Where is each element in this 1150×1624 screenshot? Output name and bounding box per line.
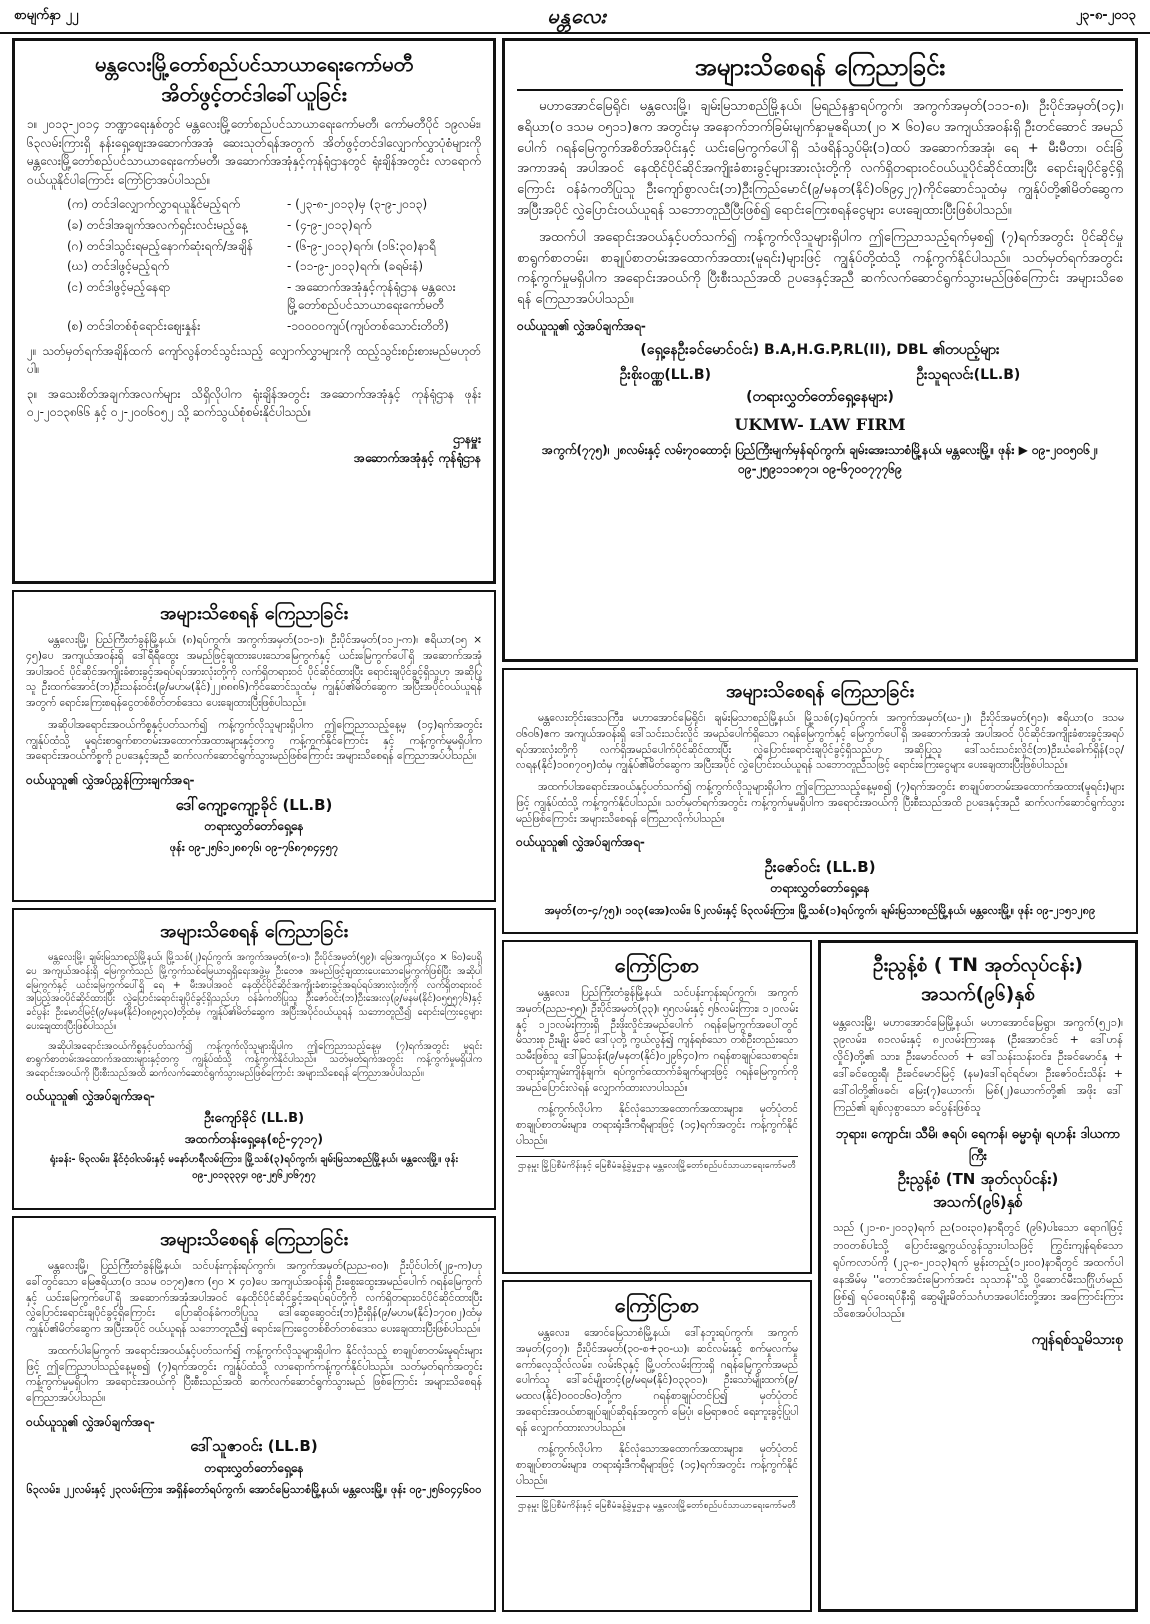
- notice-para-1: မန္တလေးမြို့၊ ပြည်ကြီးတံခွန်မြို့နယ်၊ သင်ပန်းကုန်းရပ်ကွက်၊ အကွက်အမှတ်(ညည-၈၀)၊ ဦးပိုင်ပါတ်(၂၉-က)ဟု ခေါ်တွင်သော မြေဧရိယာ(၀ ဒသမ ၀၁၇၅)ဧက (၅၀ × ၄၀)ပေ အကျယ်အဝန်းရှိ ဦးစွေးထွေးအမည်ပေါက် ဂရန်မြေကွက်နှင့် ယင်းမြေကွက်ပေါ်ရှိ အဆောက်အအုံအပါအဝင် နေထိုင်ပိုင်ဆိုင်ခွင့်အရပ်ရပ်တို့ကို လက်ရှိတရားဝင်ပိုင်ဆိုင်ထားပြီး လွှဲပြောင်းရောင်းချပိုင်ခွင့်ရှိကြောင်း ပြောဆိုဝန်ခံကတိပြုသူ ဒေါ်ဆွေဆွေဝင်း(ဘ)ဦးရှိန်(၉/မဟမ(နိုင်)၁၇၀၈၂)ထံမှ ကျွန်ုပ်၏မိတ်ဆွေက အပြီးအပိုင် ဝယ်ယူရန် သဘောတူညီ၍ ရောင်းကြေးငွေတစ်စိတ်တစ်ဒေသ ပေးချေထားပြီးဖြစ်ပါသည်။: [26, 1260, 482, 1335]
- page-header: [0, 0, 1150, 34]
- tender-sign-1: ဌာနမှူး: [453, 431, 481, 446]
- tender-para-1: ၁။ ၂၀၁၃-၂၀၁၄ ဘဏ္ဍာရေးနှစ်တွင် မန္တလေးမြို့တော်စည်ပင်သာယာရေးကော်မတီ၊ ကော်မတီပိုင် ၁၉လမ်း၊ ၆၃လမ်းကြားရှိ နန်းရှေ့ဈေးအဆောက်အအုံ ဆေးသုတ်ရန်အတွက် အိတ်ဖွင့်တင်ဒါလျှောက်လွှာပုံစံများကို မန္တလေးမြို့တော်စည်ပင်သာယာရေးကော်မတီ၊ အဆောက်အအုံနှင့်ကုန်ရုံဌာနတွင် ရုံးချိန်အတွင်း လာရောက်ဝယ်ယူနိုင်ပါကြောင်း ကြော်ငြာအပ်ပါသည်။: [27, 117, 481, 187]
- obituary-honors: ဘုရား၊ ကျောင်း၊ သီမိ၊ ဇရပ်၊ ရေကန်၊ ဓမ္မာရုံ၊ ရဟန်း ဒါယကာကြီး: [835, 1127, 1121, 1165]
- advert-para-2: ကန့်ကွက်လိုပါက နိုင်လုံသောအထောက်အထားများ၊ မှတ်ပုံတင်စာချုပ်စာတမ်းများ၊ တရားရုံးဒီကရီများဖြင့် (၁၄)ရက်အတွင်း ကန့်ကွက်နိုင်ပါသည်။: [516, 1103, 798, 1147]
- obituary-para-2: သည် (၂၁-၈-၂၀၁၃)ရက် ည(၁၀း၃၀)နာရီတွင် (၉၆)ပါးသော ရောဂါဖြင့် ဘဝတစ်ပါးသို့ ပြောင်းရွှေ့ကွယ်လွန်သွားပါသဖြင့် ကြွင်းကျန်ရစ်သော ရုပ်ကလာပ်ကို (၂၃-၈-၂၀၁၃)ရက် မွန်းတည့်(၁၂း၀၀)နာရီတွင် အထက်ပါ နေအိမ်မှ ''တောင်အင်းမြောက်အင်း သုသာန်''သို့ ပို့ဆောင်မီးသင်္ဂြိုဟ်မည်ဖြစ်၍ ရပ်ဝေးရပ်နီးရှိ ဆွေမျိုးမိတ်သင်္ဂဟအပေါင်းတို့အား အကြောင်းကြားသိစေအပ်ပါသည်။: [833, 1221, 1123, 1320]
- page-number: စာမျက်နှာ ၂၂: [14, 7, 79, 23]
- notice-para-1: မန္တလေးမြို့၊ ပြည်ကြီးတံခွန်မြို့နယ်၊ (၈)ရပ်ကွက်၊ အကွက်အမှတ်(၁၁-၁)၊ ဦးပိုင်အမှတ်(၁၁၂-က)၊ ဧရိယာ(၁၅ × ၄၅)ပေ အကျယ်အဝန်းရှိ ဒေါ်ရီရီထွေး အမည်ဖြင့်ချထားပေးသောမြေကွက်နှင့် ယင်းမြေကွက်ပေါ်ရှိ အဆောက်အအုံ အပါအဝင် ပိုင်ဆိုင်အကျိုးခံစားခွင့်အရပ်ရပ်အားလုံးတို့ကို လက်ရှိတရားဝင် ပိုင်ဆိုင်ထားပြီး ရောင်းချပိုင်ခွင့်ရှိသူဟု အဆိုပြုသူ ဦးထက်အောင်(ဘ)ဦးသန်းဝင်း(၉/မဟမ(နိုင်)၂၂၈၈၈၆)ကိုင်ဆောင်သူထံမှ ကျွန်ုပ်၏မိတ်ဆွေက အပြီးအပိုင်ဝယ်ယူရန်အတွက် ရောင်းကြေးစရန်ငွေတစ်စိတ်တစ်ဒေသ ပေးချေထားပြီးဖြစ်ပါသည်။: [26, 634, 482, 709]
- lawyer-name: ဒေါ်သူဇာဝင်း (LL.B): [190, 1437, 318, 1456]
- law-firm-address: အကွက်(၇၇၅)၊ ၂၈လမ်းနှင့် လမ်း၇၀ထောင့်၊ ပြည်ကြီးမျက်မှန်ရပ်ကွက်၊ ချမ်းအေးသာစံမြို့နယ်၊ မန္တလေးမြို့။ ဖုန်း ▶ ၀၉-၂၀၀၅၀၆၂၊ ၀၉-၂၅၉၁၁၁၈၇၁၊ ၀၉-၆၇၀၀၇၇၇၆၉: [542, 443, 1098, 477]
- notice-title: အများသိစေရန် ကြေညာခြင်း: [725, 681, 915, 702]
- obituary-title-3: ဦးညွန့်စံ (TN အုတ်လုပ်ငန်း): [897, 1170, 1059, 1189]
- tender-para-3: ၃။ အသေးစိတ်အချက်အလက်များ သိရှိလိုပါက ရုံးချိန်အတွင်း အဆောက်အအုံနှင့် ကုန်ရုံဌာန ဖုန်း ၀၂-၂၀၁၃၈၆၆ နှင့် ၀၂-၂၀၀၆၀၅၂ သို့ ဆက်သွယ်စုံစမ်းနိုင်ပါသည်။: [27, 386, 481, 420]
- notice-lawyers-intro: (ရှေ့နေဦးခင်မောင်ဝင်း) B.A,H.G.P,RL(II), DBL ၏တပည့်များ: [640, 341, 1000, 358]
- lawyer-phone: ဖုန်း ၀၉-၂၅၆၁၂၈၈၇၆၊ ၀၉-၇၆၈၇၈၄၄၅၇: [169, 841, 339, 855]
- notice-para-2: အထက်ပါမြေကွက် အရောင်းအဝယ်နှင့်ပတ်သက်၍ ကန့်ကွက်လိုသူများရှိပါက နိုင်လုံသည့် စာချုပ်စာတမ်းမူရင်းများဖြင့် ဤကြေညာပါသည့်နေ့မှစ၍ (၇)ရက်အတွင်း ကျွန်ုပ်ထံသို့ လာရောက်ကန့်ကွက်နိုင်ပါသည်။ သတ်မှတ်ရက်အတွင်း ကန့်ကွက်မှုမရှိပါက အရောင်းအဝယ်ကို ပြီးစီးသည်အထိ ဆက်လက်ဆောင်ရွက်သွားမည် ဖြစ်ကြောင်း အများသိစေရန် ကြေညာအပ်ပါသည်။: [26, 1344, 482, 1404]
- obituary-notice: [818, 940, 1138, 1612]
- advertisement-1: [502, 940, 812, 1274]
- notice-para-1: မန္တလေးတိုင်းဒေသကြီး၊ မဟာအောင်မြေရိုင်၊ ချမ်းမြသာစည်မြို့နယ်၊ မြို့သစ်(၄)ရပ်ကွက်၊ အကွက်အမှတ်(ဃ-၂)၊ ဦးပိုင်အမှတ်(၅၁)၊ ဧရိယာ(၀ ဒသမ ၀၆၀၆)ဧက အကျယ်အဝန်းရှိ ဒေါ်သင်းသင်းလှိုင် အမည်ပေါက်ရှိသော ဂရန်မြေကွက်နှင့် မြေကွက်ပေါ်ရှိ အဆောက်အအုံ အပါအဝင် ပိုင်ဆိုင်အကျိုးခံစားခွင့်အရပ်ရပ်အားလုံးတို့ကို လက်ရှိအမည်ပေါက်ပိုင်ဆိုင်ထားပြီး လွှဲပြောင်းရောင်းချပိုင်ခွင့်ရှိသည်ဟု အဆိုပြုသူ ဒေါ်သင်းသင်းလှိုင်(ဘ)ဦးယံခေါက်ရှိန်(၁၃/လရန(နိုင်)၁၀၈၇၀၅)ထံမှ ကျွန်ုပ်၏မိတ်ဆွေက အပြီးအပိုင် လွှဲပြောင်းဝယ်ယူရန် သဘောတူညီသဖြင့် ရောင်းကြေးငွေများ ပေးချေထားပြီးဖြစ်ပါသည်။: [516, 712, 1124, 772]
- lawyer-name: ဦးစိုးဝဏ္ဏ(LL.B): [619, 367, 712, 384]
- schedule-row: (ခ) တင်ဒါအချက်အလက်ရှင်းလင်းမည့်နေ့ - (၄-၉-၂၀၁၃)ရက်: [67, 217, 372, 232]
- notice-title: အများသိစေရန် ကြေညာခြင်း: [694, 53, 946, 81]
- notice-para-1: မဟာအောင်မြေရိုင်၊ မန္တလေးမြို့၊ ချမ်းမြသာစည်မြို့နယ်၊ မြရည်နန္ဒာရပ်ကွက်၊ အကွက်အမှတ်(၁၁၁-၈)၊ ဦးပိုင်အမှတ်(၁၄)၊ ဧရိယာ(၀ ဒသမ ၀၅၁၁)ဧက အတွင်းမှ အနောက်ဘက်ခြမ်းမျက်နှာမူဧရိယာ(၂၀ × ၆၀)ပေ အကျယ်အဝန်းရှိ ဦးတင်ဆောင် အမည်ပေါက် ဂရန်မြေကွက်အစိတ်အပိုင်းနှင့် ယင်းမြေကွက်ပေါ်ရှိ သံဖရိန်သွပ်မိုး(၁)ထပ် အဆောက်အအုံ၊ ရေ + မီးမီတာ၊ ဝင်းခြံအကာအရံ အပါအဝင် နေထိုင်ပိုင်ဆိုင်အကျိုးခံစားခွင့်များအားလုံးတို့ကို လက်ရှိတရားဝင်ဝယ်ယူပိုင်ဆိုင်ထားပြီး ရောင်းချပိုင်ခွင့်ရှိကြောင်း ဝန်ခံကတိပြုသူ ဦးကျော်စွာလင်း(ဘ)ဦးကြည်မောင်(၉/မနတ(နိုင်)၀၆၉၄၂၇)ကိုင်ဆောင်သူထံမှ ကျွန်ုပ်တို့၏မိတ်ဆွေက အပြီးအပိုင် လွှဲပြောင်းဝယ်ယူရန် သဘောတူညီပြီးဖြစ်၍ ရောင်းကြေးစရန်ငွေများ ပေးချေထားပြီးဖြစ်ပါသည်။: [517, 99, 1123, 218]
- schedule-row: (က) တင်ဒါလျှောက်လွှာရယူနိုင်မည့်ရက် - (၂၃-၈-၂၀၁၃)မှ (၃-၉-၂၀၁၃): [67, 197, 428, 212]
- lawyer-name: ဦးဇော်ဝင်း (LL.B): [764, 857, 876, 876]
- schedule-row: (ဃ) တင်ဒါဖွင့်မည့်ရက် - (၁၁-၉-၂၀၁၃)ရက်၊ (ခရမ်းနံ): [67, 259, 424, 274]
- obituary-signature: ကျန်ရစ်သူမိသားစု: [1031, 1331, 1123, 1348]
- tender-notice: [12, 38, 496, 584]
- notice-label: ဝယ်ယူသူ၏ လွှဲအပ်ချက်အရ-: [26, 1414, 155, 1429]
- lawyer-role: တရားလွှတ်တော်ရှေ့နေ: [770, 881, 870, 896]
- advert-para-2: ကန့်ကွက်လိုပါက နိုင်လုံသောအထောက်အထားများ၊ မှတ်ပုံတင်စာချုပ်စာတမ်းများ၊ တရားရုံးဒီကရီများဖြင့် (၁၄)ရက်အတွင်း ကန့်ကွက်နိုင်ပါသည်။: [516, 1443, 798, 1487]
- lawyer-address: ရုံးခန်း- ၆၃လမ်း၊ နိုင်ငံ့ဝါလမ်းနှင့် မနော်ဟရီလမ်းကြား၊ မြို့သစ်(၃)ရပ်ကွက်၊ ချမ်းမြသာစည်မြို့နယ်၊ မန္တလေးမြို့။ ဖုန်း ၀၉-၂၀၁၃၃၃၄၊ ၀၉-၂၅၆၂၀၆၇၅၇: [49, 1154, 459, 1181]
- obituary-title-4: အသက်(၉၆)နှစ်: [933, 1192, 1023, 1211]
- obituary-para-1: မန္တလေးမြို့၊ မဟာအောင်မြေမြို့နယ်၊ မဟာအောင်မြေရွာ၊ အကွက်(၅၂၁)၊ ၃၉လမ်း၊ ၈၁လမ်းနှင့် ၈၂လမ်းကြားနေ (ဦးအောင်ဒင် + ဒေါ်ဟန်လှိုင်)တို့၏ သား၊ ဦးမောင်လတ် + ဒေါ်သန်းသန်းဝင်း၊ ဦးခင်မောင်နှ + ဒေါ်ခင်ထွေးရီ၊ ဦးခင်မောင်မြင့် (နမ)ဒေါ်ရင်ရင်မာ၊ ဦးဇော်ဝင်းသိန်း + ဒေါ်ဝါတို့၏ဖခင်၊ မြေး(၇)ယောက်၊ မြစ်(၂)ယောက်တို့၏ အဖိုး ဒေါ်ကြည်၏ ချစ်လှစွာသော ခင်ပွန်းဖြစ်သူ: [833, 1016, 1123, 1115]
- lawyer-name: ဦးသူရလင်း(LL.B): [916, 367, 1021, 384]
- obituary-title-1: ဦးညွန့်စံ ( TN အုတ်လုပ်ငန်း): [872, 954, 1084, 976]
- lawyer-role: တရားလွှတ်တော်ရှေ့နေ: [204, 1460, 304, 1475]
- tender-schedule: [27, 195, 481, 335]
- lawyer-address: ၆၃လမ်း၊ ၂၂လမ်းနှင့် ၂၃လမ်းကြား၊ အရှိန်တော်ရပ်ကွက်၊ အောင်မြေသာစံမြို့နယ်၊ မန္တလေးမြို့။ ဖုန်း ၀၉-၂၅၆၀၄၄၆၀၀: [26, 1483, 482, 1497]
- notice-title: အများသိစေရန် ကြေညာခြင်း: [159, 603, 349, 624]
- notice-para-2: အဆိုပါအရောင်းအဝယ်ကိစ္စနှင့်ပတ်သက်၍ ကန့်ကွက်လိုသူများရှိပါက ဤကြေညာသည့်နေ့မှ (၇)ရက်အတွင်း မူရင်းစာရွက်စာတမ်းအထောက်အထားများနှင့်တကွ ကျွန်ုပ်ထံသို့ ကန့်ကွက်နိုင်ပါသည်။ သတ်မှတ်ရက်အတွင်း ကန့်ကွက်မှုမရှိပါက အရောင်းအဝယ်ကို ပြီးစီးသည်အထိ ဆက်လက်ဆောင်ရွက်သွားမည်ဖြစ်ကြောင်း အများသိစေရန် ကြေညာအပ်ပါသည်။: [26, 1040, 482, 1080]
- notice-title: အများသိစေရန် ကြေညာခြင်း: [159, 921, 349, 942]
- tender-title-1: မန္တလေးမြို့တော်စည်ပင်သာယာရေးကော်မတီ: [94, 52, 414, 76]
- advert-footer: ဌာနမှူး မြို့ပြစီမံကိန်းနှင့် မြေစီမံခန့်ခွဲမှုဌာန မန္တလေးမြို့တော်စည်ပင်သာယာရေးကော်မတီ: [516, 1156, 798, 1174]
- notice-para-1: မန္တလေးမြို့၊ ချမ်းမြသာစည်မြို့နယ်၊ မြို့သစ်(၂)ရပ်ကွက်၊ အကွက်အမှတ်(၈-၁)၊ ဦးပိုင်အမှတ်(၅၉)၊ မြေအကျယ်(၄၀ × ၆၀)ပေရှိ ပေ အကျယ်အဝန်းရှိ မြေကွက်သည် မြို့ကွက်သစ်မြေယာရရှိရေးအဖွဲ့မှ ဦးတေဇ အမည်ဖြင့်ချထားပေးသောမြေကွက်ဖြစ်ပြီး အဆိုပါမြေကွက်နှင့် ယင်းမြေကွက်ပေါ်ရှိ ရေ + မီးအပါအဝင် နေထိုင်ပိုင်ဆိုင်အကျိုးခံစားခွင့်အရပ်ရပ်အားလုံးတို့ကို လက်ရှိတရားဝင် အပြည့်အဝပိုင်ဆိုင်ထားပြီး လွှဲပြောင်းရောင်းချပိုင်ခွင့်ရှိသည်ဟု ဝန်ခံကတိပြုသူ ဦးဇော်ဝင်း(ဘ)ဦးအေးလှ(၉/မနမ(နိုင်)၀၅၅၅၇၆)နှင့် ခင်ပွန်း ဦးမောင်မြင့်(၉/မနမ(နိုင်)၀၈၉၅၃၀)တို့ထံမှ ကျွန်ုပ်၏မိတ်ဆွေက အပြီးအပိုင်ဝယ်ယူရန် သဘောတူညီ၍ ရောင်းကြေးငွေများ ပေးချေထားပြီးဖြစ်ပါသည်။: [26, 952, 482, 1032]
- notice-lawyers-role: (တရားလွှတ်တော်ရှေ့နေများ): [746, 388, 894, 405]
- lawyer-role: တရားလွှတ်တော်ရှေ့နေ: [204, 818, 304, 833]
- notice-para-2: အထက်ပါ အရောင်းအဝယ်နှင့်ပတ်သက်၍ ကန့်ကွက်လိုသူများရှိပါက ဤကြေညာသည့်ရက်မှစ၍ (၇)ရက်အတွင်း ပိုင်ဆိုင်မှုစာရွက်စာတမ်း၊ စာချုပ်စာတမ်းအထောက်အထား(မူရင်း)များဖြင့် ကျွန်ုပ်တို့ထံသို့ ကန့်ကွက်နိုင်ပါသည်။ သတ်မှတ်ရက်အတွင်း ကန့်ကွက်မှုမရှိပါက အရောင်းအဝယ်ကို ပြီးစီးသည်အထိ ဥပဒေနှင့်အညီ ဆက်လက်ဆောင်ရွက်သွားမည်ဖြစ်ကြောင်း အများသိစေရန် ကြေညာအပ်ပါသည်။: [517, 229, 1123, 308]
- public-notice-2: [12, 590, 496, 902]
- advert-title: ကြော်ငြာစာ: [614, 1293, 700, 1317]
- notice-title: အများသိစေရန် ကြေညာခြင်း: [159, 1229, 349, 1250]
- notice-label: ဝယ်ယူသူ၏ လွှဲအပ်ချက်အရ-: [517, 318, 646, 333]
- public-notice-3: [502, 668, 1138, 934]
- issue-date: ၂၃-၈-၂၀၁၃: [1075, 7, 1136, 23]
- advert-title: ကြော်ငြာစာ: [614, 953, 700, 977]
- schedule-row: (င) တင်ဒါဖွင့်မည့်နေရာ - အဆောက်အအုံနှင့်ကုန်ရုံဌာန မန္တလေးမြို့တော်စည်ပင်သာယာရေးကော်မတီ: [67, 279, 456, 313]
- lawyer-name: ဦးကျော်ခိုင် (LL.B): [203, 1111, 305, 1127]
- tender-title-2: အိတ်ဖွင့်တင်ဒါခေါ်ယူခြင်း: [161, 82, 347, 106]
- notice-label: ဝယ်ယူသူ၏ လွှဲအပ်ညွှန်ကြားချက်အရ-: [26, 773, 195, 787]
- obituary-title-2: အသက်(၉၆)နှစ်: [921, 982, 1035, 1005]
- advert-para-1: မန္တလေး၊ အောင်မြေသာစံမြို့နယ်၊ ဒေါ်နဘူးရပ်ကွက်၊ အကွက်အမှတ်(၄၀၇)၊ ဦးပိုင်အမှတ်(၃၀-စ+၃၀-ယ)၊ ဆင်လမ်းနှင့် စက်မှုလက်မှုကော်လေ့သိုလ်လမ်း၊ လမ်း၆၃နှင့် မြို့ပတ်လမ်းကြားရှိ ဂရန်မြေကွက်အမည်ပေါက်သူ ဒေါ်ခင်မျိုးတင့်(၉/မရမ(နိုင်)၀၃၃၀၁)၊ ဦးသော်မျိုးထက်(၉/မထလ(နိုင်)၀၀၀၁၆၀)တို့က ဂရန်စာချုပ်တင်ပြ၍ မှတ်ပုံတင်အရောင်းအဝယ်စာချုပ်ချုပ်ဆိုရန်အတွက် မြေပုံ၊ မြေရာဇဝင် ရေးကူးခွင့်ပြုပါရန် လျှောက်ထားလာပါသည်။: [516, 1327, 798, 1434]
- masthead-logo: မန္တလေး: [547, 3, 607, 28]
- advert-footer: ဌာနမှူး မြို့ပြစီမံကိန်းနှင့် မြေစီမံခန့်ခွဲမှုဌာန မန္တလေးမြို့တော်စည်ပင်သာယာရေးကော်မတီ: [516, 1496, 798, 1514]
- public-notice-4: [12, 908, 496, 1210]
- schedule-row: (ဂ) တင်ဒါသွင်းရမည့်နောက်ဆုံးရက်/အချိန် - (၆-၉-၂၀၁၃)ရက်၊ (၁၆:၃၀)နာရီ: [67, 238, 436, 253]
- lawyer-address: အမှတ်(တ-၄/၇၅)၊ ၁၀၃(အေ)လမ်း၊ ၆၂လမ်းနှင့် ၆၃လမ်းကြား၊ မြို့သစ်(၁)ရပ်ကွက်၊ ချမ်းမြသာစည်မြို့နယ်၊ မန္တလေးမြို့။ ဖုန်း ၀၉-၂၁၅၁၂၈၉: [544, 903, 1096, 917]
- notice-para-2: အထက်ပါအရောင်းအဝယ်နှင့်ပတ်သက်၍ ကန့်ကွက်လိုသူများရှိပါက ဤကြေညာသည့်နေ့မှစ၍ (၇)ရက်အတွင်း စာချုပ်စာတမ်းအထောက်အထား(မူရင်း)များဖြင့် ကျွန်ုပ်ထံသို့ ကန့်ကွက်နိုင်ပါသည်။ သတ်မှတ်ရက်အတွင်း ကန့်ကွက်မှုမရှိပါက အရောင်းအဝယ်ကို ပြီးစီးသည်အထိ ဥပဒေနှင့်အညီ ဆက်လက်ဆောင်ရွက်သွားမည်ဖြစ်ကြောင်း အများသိစေရန် ကြေညာလိုက်ပါသည်။: [516, 781, 1124, 825]
- schedule-row: (စ) တင်ဒါတစ်စုံရောင်းဈေးနှုန်း -၁၀၀၀၀ကျပ်(ကျပ်တစ်သောင်းတိတိ): [67, 318, 449, 333]
- public-notice-5: [12, 1216, 496, 1612]
- lawyer-name: ဒေါ်ကျော့ကျော့ခိုင် (LL.B): [175, 795, 333, 814]
- tender-sign-2: အဆောက်အအုံနှင့် ကုန်ရုံဌာန: [353, 450, 481, 465]
- law-firm-name: UKMW- LAW FIRM: [734, 414, 906, 434]
- notice-label: ဝယ်ယူသူ၏ လွှဲအပ်ချက်အရ-: [516, 835, 645, 850]
- notice-lawyer-names: [517, 365, 1123, 387]
- lawyer-role: အထက်တန်းရှေ့နေ(စဉ်-၄၇၁၇): [184, 1131, 324, 1146]
- notice-label: ဝယ်ယူသူ၏ လွှဲအပ်ချက်အရ-: [26, 1088, 155, 1103]
- public-notice-main: [502, 38, 1138, 662]
- tender-para-2: ၂။ သတ်မှတ်ရက်အချိန်ထက် ကျော်လွန်တင်သွင်းသည့် လျှောက်လွှာများကို ထည့်သွင်းစဉ်းစားမည်မဟုတ်ပါ။: [27, 343, 481, 377]
- advert-para-1: မန္တလေး၊ ပြည်ကြီးတံခွန်မြို့နယ်၊ သင်ပန်းကုန်းရပ်ကွက်၊ အကွက်အမှတ်(ညည-၅၅)၊ ဦးပိုင်အမှတ်(၃၃)၊ ၅၅လမ်းနှင့် ၅၆လမ်းကြား၊ ၁၂၀လမ်းနှင့် ၁၂၁လမ်းကြားရှိ ဦးဖိုးလှိုင်အမည်ပေါက် ဂရန်မြေကွက်အပေါ်တွင် မိသားစု ဦးမျိုး မိခင် ဒေါ်ပုတို့ ကွယ်လွန်၍ ကျန်ရစ်သော တစ်ဦးတည်းသောသမီးဖြစ်သူ ဒေါ်မြသန်း(၉/မနတ(နိုင်)၀၂၉၆၄၀)က ဂရန်စာချုပ်သေစာရင်း၊ တရားရုံးကျမ်းကျိန်ချက်၊ ရပ်ကွက်ထောက်ခံချက်များဖြင့် ဂရန်မြေကွက်ကို အမည်ပြောင်းလဲရန် လျှောက်ထားလာပါသည်။: [516, 987, 798, 1094]
- notice-para-2: အဆိုပါအရောင်းအဝယ်ကိစ္စနှင့်ပတ်သက်၍ ကန့်ကွက်လိုသူများရှိပါက ဤကြေညာသည့်နေ့မှ (၁၄)ရက်အတွင်း ကျွန်ုပ်ထံသို့ မူရင်းစာရွက်စာတမ်းအထောက်အထားများနှင့်တကွ ကန့်ကွက်နိုင်ကြောင်း နှင့် ကန့်ကွက်မှုမရှိပါက အရောင်းအဝယ်ကိစ္စကို ဥပဒေနှင့်အညီ ဆက်လက်ဆောင်ရွက်သွားမည်ဖြစ်ကြောင်း အများသိစေရန် ကြေညာအပ်ပါသည်။: [26, 718, 482, 763]
- advertisement-2: [502, 1280, 812, 1612]
